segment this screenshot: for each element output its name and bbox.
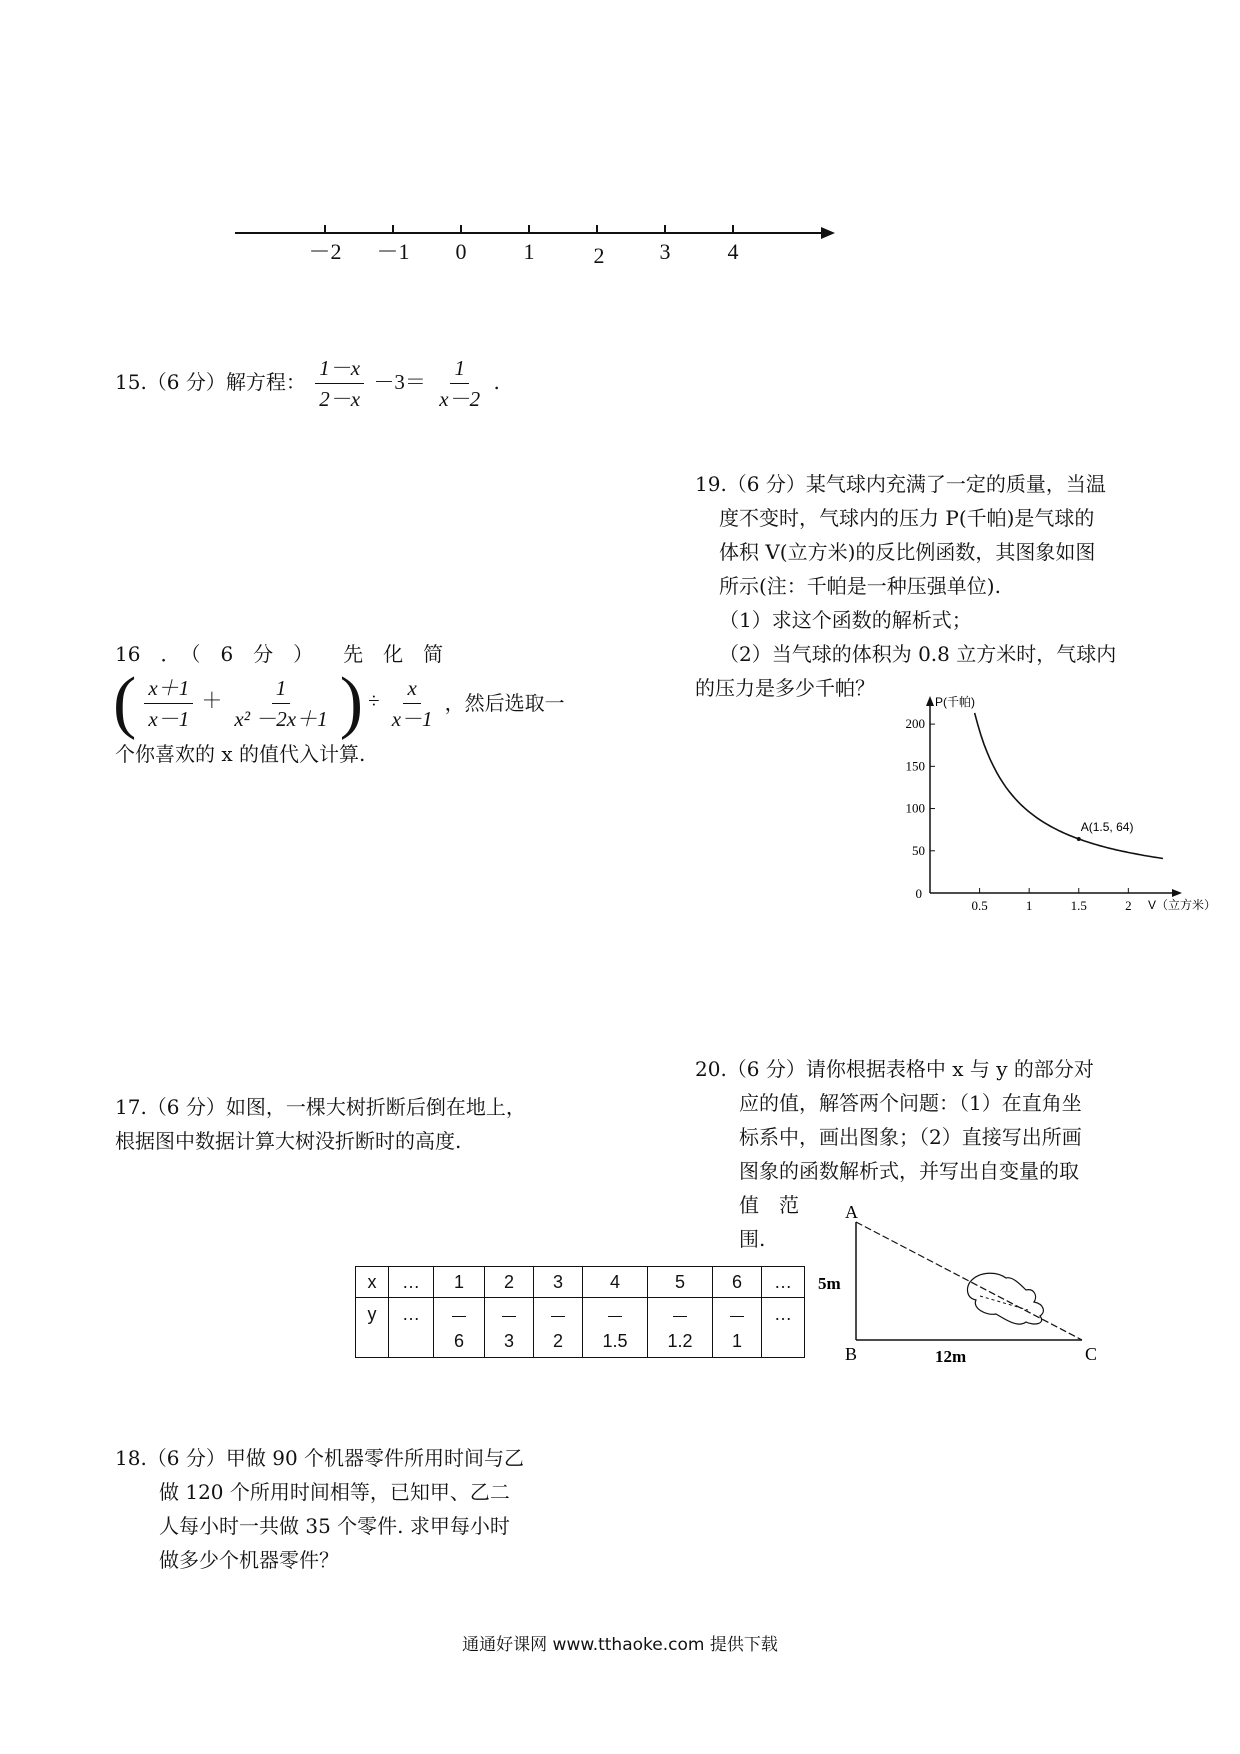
q19-line2: 度不变时，气球内的压力 P(千帕)是气球的 bbox=[719, 506, 1095, 530]
tree-crown-outline bbox=[968, 1273, 1044, 1324]
table-cell bbox=[713, 1298, 762, 1358]
chart-y-tick-label: 100 bbox=[905, 800, 925, 816]
table-cell: 6 bbox=[713, 1267, 762, 1298]
fraction-bar bbox=[608, 1316, 622, 1317]
chart-origin-label: 0 bbox=[915, 886, 922, 901]
q18-line4: 做多少个机器零件？ bbox=[159, 1548, 339, 1572]
number-line-arrow bbox=[821, 227, 835, 239]
number-line-svg bbox=[0, 0, 1240, 300]
chart-y-arrow bbox=[926, 696, 934, 706]
fraction-bar bbox=[502, 1316, 516, 1317]
q19-line5: （1）求这个函数的解析式； bbox=[719, 608, 972, 632]
pressure-volume-chart bbox=[900, 688, 1217, 918]
question-19 bbox=[695, 467, 1116, 705]
question-16 bbox=[115, 637, 535, 671]
q17-line1: 17.（6 分）如图，一棵大树折断后倒在地上， bbox=[115, 1095, 526, 1119]
table-cell: 1 bbox=[434, 1267, 485, 1298]
q20-line3: 标系中，画出图象；（2）直接写出所画 bbox=[739, 1125, 1082, 1149]
fraction-bar bbox=[673, 1316, 687, 1317]
q16-c-num: x bbox=[403, 676, 420, 704]
table-cell: … bbox=[762, 1298, 805, 1358]
q20-line4: 图象的函数解析式，并写出自变量的取 bbox=[739, 1159, 1079, 1183]
question-15 bbox=[115, 356, 500, 411]
base-label: 12m bbox=[935, 1347, 967, 1366]
q15-rhs-num: 1 bbox=[450, 356, 469, 384]
table-cell-value: 3 bbox=[503, 1331, 514, 1351]
q19-line4: 所示(注：千帕是一种压强单位). bbox=[719, 574, 1001, 598]
label-b: B bbox=[845, 1344, 858, 1364]
broken-tree-figure bbox=[820, 1200, 1120, 1380]
q15-suffix: . bbox=[493, 370, 500, 394]
fraction-bar bbox=[551, 1316, 565, 1317]
label-2: 2 bbox=[593, 243, 605, 268]
q16-tail: ，然后选取一 bbox=[444, 691, 565, 715]
q15-lhs-den: 2－x bbox=[319, 387, 361, 411]
q16-frac-a bbox=[144, 676, 193, 731]
table-cell: 4 bbox=[583, 1267, 648, 1298]
xy-table bbox=[355, 1266, 805, 1358]
q16-right-paren: ) bbox=[339, 664, 364, 741]
fraction-bar bbox=[452, 1316, 466, 1317]
q16-expression bbox=[113, 664, 565, 741]
chart-x-tick-label: 1 bbox=[1025, 898, 1033, 913]
chart-y-tick-label: 200 bbox=[905, 716, 925, 732]
q16-line1: 16 ． （ 6 分 ） 先 化 简 bbox=[115, 642, 444, 666]
table-cell bbox=[583, 1298, 648, 1358]
q16-left-paren: ( bbox=[113, 664, 137, 741]
q16-line3: 个你喜欢的 x 的值代入计算. bbox=[115, 742, 366, 766]
chart-x-arrow bbox=[1172, 889, 1182, 897]
fraction-bar bbox=[730, 1316, 744, 1317]
q15-middle: －3＝ bbox=[373, 370, 426, 394]
fallen-top-line bbox=[856, 1222, 1082, 1340]
label-1: 1 bbox=[523, 239, 535, 264]
q18-line1: 18.（6 分）甲做 90 个机器零件所用时间与乙 bbox=[115, 1446, 525, 1470]
q16-frac-c bbox=[388, 676, 437, 731]
question-17 bbox=[115, 1090, 526, 1158]
table-cell-value: 1 bbox=[731, 1331, 742, 1351]
table-cell: … bbox=[762, 1267, 805, 1298]
tree-crown-branch bbox=[980, 1296, 1028, 1310]
table-cell: x bbox=[356, 1267, 389, 1298]
table-cell-value: 1.2 bbox=[667, 1331, 693, 1351]
label-c: C bbox=[1085, 1344, 1098, 1364]
label-neg2: －2 bbox=[308, 239, 342, 264]
table-cell-value: 2 bbox=[552, 1331, 563, 1351]
chart-x-label: V（立方米） bbox=[1148, 898, 1217, 912]
table-cell-value: 1.5 bbox=[602, 1331, 628, 1351]
footer-credit: 通通好课网 www.tthaoke.com 提供下载 bbox=[462, 1635, 778, 1655]
q17-line2: 根据图中数据计算大树没折断时的高度. bbox=[115, 1129, 462, 1153]
table-cell: … bbox=[389, 1267, 434, 1298]
chart-x-tick-label: 0.5 bbox=[971, 898, 988, 913]
q16-a-den: x－1 bbox=[148, 706, 190, 731]
chart-point-a-label: A(1.5, 64) bbox=[1080, 819, 1134, 834]
q15-rhs-fraction bbox=[435, 356, 484, 411]
q15-lhs-fraction bbox=[315, 356, 364, 411]
q16-plus: ＋ bbox=[201, 688, 223, 713]
question-18 bbox=[115, 1441, 524, 1577]
table-cell bbox=[648, 1298, 713, 1358]
q16-frac-b bbox=[230, 676, 331, 731]
q15-prefix: 15.（6 分）解方程： bbox=[115, 370, 306, 394]
label-3: 3 bbox=[659, 239, 671, 264]
q15-rhs-den: x－2 bbox=[439, 387, 481, 411]
table-row-y bbox=[356, 1298, 805, 1358]
chart-y-label: P(千帕) bbox=[935, 695, 975, 709]
chart-point-a bbox=[1077, 837, 1081, 841]
q19-line7: 的压力是多少千帕？ bbox=[695, 676, 875, 700]
q19-line1: 19.（6 分）某气球内充满了一定的质量，当温 bbox=[695, 472, 1106, 496]
q15-lhs-num: 1－x bbox=[315, 356, 364, 384]
q16-b-num: 1 bbox=[272, 676, 291, 704]
label-a: A bbox=[845, 1202, 858, 1222]
q20-line1: 20.（6 分）请你根据表格中 x 与 y 的部分对 bbox=[695, 1057, 1094, 1081]
height-label: 5m bbox=[818, 1274, 841, 1293]
table-cell bbox=[485, 1298, 534, 1358]
table-cell: 5 bbox=[648, 1267, 713, 1298]
chart-curve bbox=[975, 713, 1163, 859]
q18-line3: 人每小时一共做 35 个零件. 求甲每小时 bbox=[159, 1514, 510, 1538]
chart-x-tick-label: 1.5 bbox=[1070, 898, 1087, 913]
table-cell: … bbox=[389, 1298, 434, 1358]
label-0: 0 bbox=[455, 239, 467, 264]
label-4: 4 bbox=[727, 239, 739, 264]
q16-div: ÷ bbox=[368, 688, 380, 713]
table-row-x bbox=[356, 1267, 805, 1298]
chart-y-tick-label: 50 bbox=[912, 842, 925, 858]
q16-b-den: x² －2x＋1 bbox=[234, 706, 328, 731]
label-neg1: －1 bbox=[376, 239, 410, 264]
chart-y-tick-label: 150 bbox=[905, 758, 925, 774]
q20-line2: 应的值，解答两个问题：（1）在直角坐 bbox=[739, 1091, 1082, 1115]
table-cell: 2 bbox=[485, 1267, 534, 1298]
q16-a-num: x＋1 bbox=[144, 676, 193, 704]
table-cell: y bbox=[356, 1298, 389, 1358]
q20-line5: 值 范 bbox=[739, 1193, 799, 1217]
table-cell bbox=[434, 1298, 485, 1358]
q18-line2: 做 120 个所用时间相等，已知甲、乙二 bbox=[159, 1480, 510, 1504]
table-cell bbox=[534, 1298, 583, 1358]
chart-x-tick-label: 2 bbox=[1125, 898, 1132, 913]
q19-line6: （2）当气球的体积为 0.8 立方米时，气球内 bbox=[719, 642, 1117, 666]
q19-line3: 体积 V(立方米)的反比例函数，其图象如图 bbox=[719, 540, 1096, 564]
table-cell-value: 6 bbox=[453, 1331, 464, 1351]
q20-line6: 围. bbox=[739, 1227, 766, 1251]
q16-c-den: x－1 bbox=[391, 706, 433, 731]
table-cell: 3 bbox=[534, 1267, 583, 1298]
